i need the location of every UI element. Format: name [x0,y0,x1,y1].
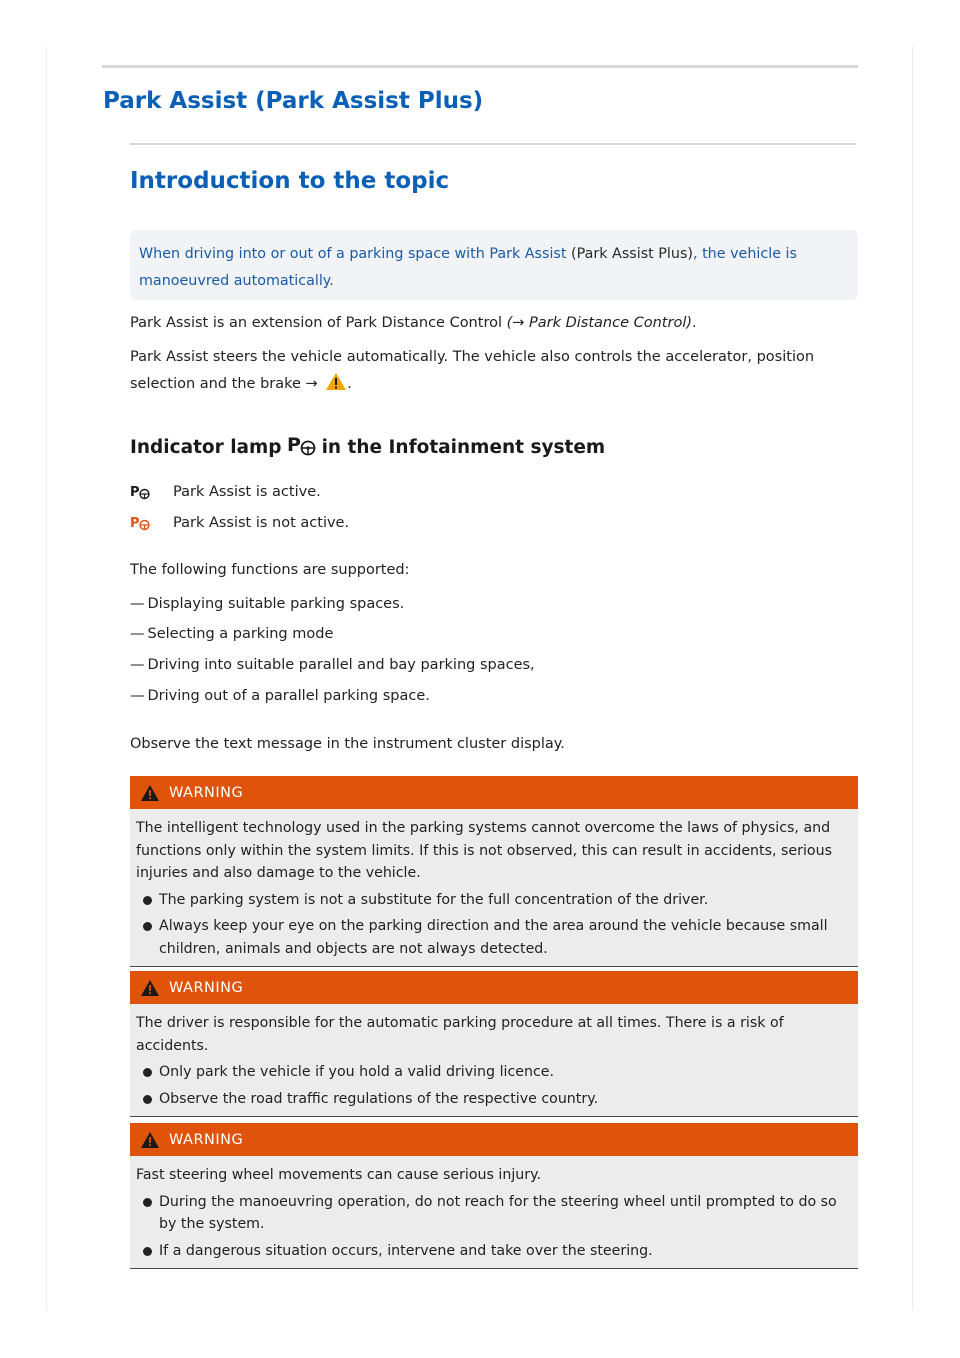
bullet-dot [143,896,152,905]
indicator-heading [130,434,605,461]
intro-box [130,230,858,300]
page-title: Park Assist (Park Assist Plus) [103,88,484,114]
warning-ref-icon[interactable] [325,372,347,401]
function-item [130,657,535,673]
paragraph-extension [130,310,860,337]
dash-marker: — [130,596,145,612]
svg-text:P: P [286,434,301,456]
park-assist-icon [286,434,318,461]
warning-triangle-icon [140,1131,160,1149]
bullet-dot [143,1247,152,1256]
warning-item [136,889,852,912]
function-item [130,626,333,642]
intro-text-3: , the vehicle is manoeuvred automatically. [139,246,797,289]
function-item-label: Driving into suitable parallel and bay parking spaces, [147,657,535,673]
paragraph-steers-end: . [347,375,352,392]
dash-marker: — [130,626,145,642]
indicator-heading-after: in the Infotainment system [321,437,606,458]
warning-item [136,1061,852,1084]
warning-text: The intelligent technology used in the parking systems cannot overcome the laws of physics, and functions only within the system limits. If this is not observed, this can result in accidents, serious injuries and also damage to the vehicle. [136,820,832,881]
warning-text: Fast steering wheel movements can cause serious injury. [136,1167,542,1183]
warning-label: WARNING [169,979,244,996]
warning-item-text: During the manoeuvring operation, do not reach for the steering wheel until prompted to do so by the system. [159,1193,837,1232]
paragraph-extension-end: . [692,315,697,331]
intro-text-1: When driving into or out of a parking space with Park Assist [139,246,572,262]
function-item-label: Driving out of a parallel parking space. [147,688,430,704]
warning-box [130,971,858,1117]
lamp-active-row [130,484,321,500]
warning-item [136,1240,852,1263]
warning-item-text: Only park the vehicle if you hold a valid driving licence. [159,1064,555,1080]
warning-item-text: Always keep your eye on the parking direction and the area around the vehicle because small children, animals and objects are not always detected. [159,918,828,957]
warning-item-text: Observe the road traffic regulations of the respective country. [159,1090,599,1107]
lamp-active-label: Park Assist is active. [173,484,321,500]
function-item [130,688,430,704]
paragraph-extension-text: Park Assist is an extension of Park Distance Control [130,315,507,331]
observe-text: Observe the text message in the instrument cluster display. [130,736,565,752]
warning-text: The driver is responsible for the automatic parking procedure at all times. There is a risk of accidents. [136,1015,784,1054]
paragraph-steers [130,344,860,400]
dash-marker: — [130,657,145,673]
warning-item [136,1088,852,1111]
cross-reference-link[interactable]: (→ Park Distance Control) [506,315,693,331]
section-title: Introduction to the topic [130,168,450,194]
park-assist-active-icon [130,484,173,500]
warning-label: WARNING [169,784,244,801]
warning-triangle-icon [140,784,160,802]
functions-intro: The following functions are supported: [130,562,410,578]
function-item-label: Displaying suitable parking spaces. [147,596,405,612]
top-divider [102,65,858,68]
intro-text-2: (Park Assist Plus) [571,246,693,262]
warning-body [130,1156,858,1268]
warning-box [130,1123,858,1269]
paragraph-steers-line2: selection and the brake → [130,375,318,392]
page-border-left [46,46,47,1310]
dash-marker: — [130,688,145,704]
function-item-label: Selecting a parking mode [147,626,334,642]
warning-header [130,776,858,809]
warning-label: WARNING [169,1131,244,1148]
bullet-dot [143,1095,152,1104]
warning-box [130,776,858,967]
lamp-inactive-label: Park Assist is not active. [173,515,350,531]
park-assist-inactive-icon [130,515,173,531]
warning-triangle-icon [140,979,160,997]
warning-item-text: The parking system is not a substitute for the full concentration of the driver. [159,891,709,908]
warning-item-text: If a dangerous situation occurs, intervene and take over the steering. [159,1242,653,1259]
paragraph-steers-line1: Park Assist steers the vehicle automatically. The vehicle also controls the accelerator, position [130,349,815,365]
function-item [130,596,404,612]
page-border-right [912,46,913,1310]
svg-text:P: P [130,516,140,531]
warning-header [130,1123,858,1156]
warning-item [136,1191,852,1236]
warning-item [136,915,852,960]
warning-body [130,1004,858,1116]
section-divider [130,143,856,145]
warning-header [130,971,858,1004]
indicator-heading-before: Indicator lamp [130,437,282,458]
bullet-dot [143,1068,152,1077]
svg-text:P: P [130,485,140,500]
bullet-dot [143,922,152,931]
bullet-dot [143,1198,152,1207]
lamp-inactive-row [130,515,349,531]
warning-body [130,809,858,966]
